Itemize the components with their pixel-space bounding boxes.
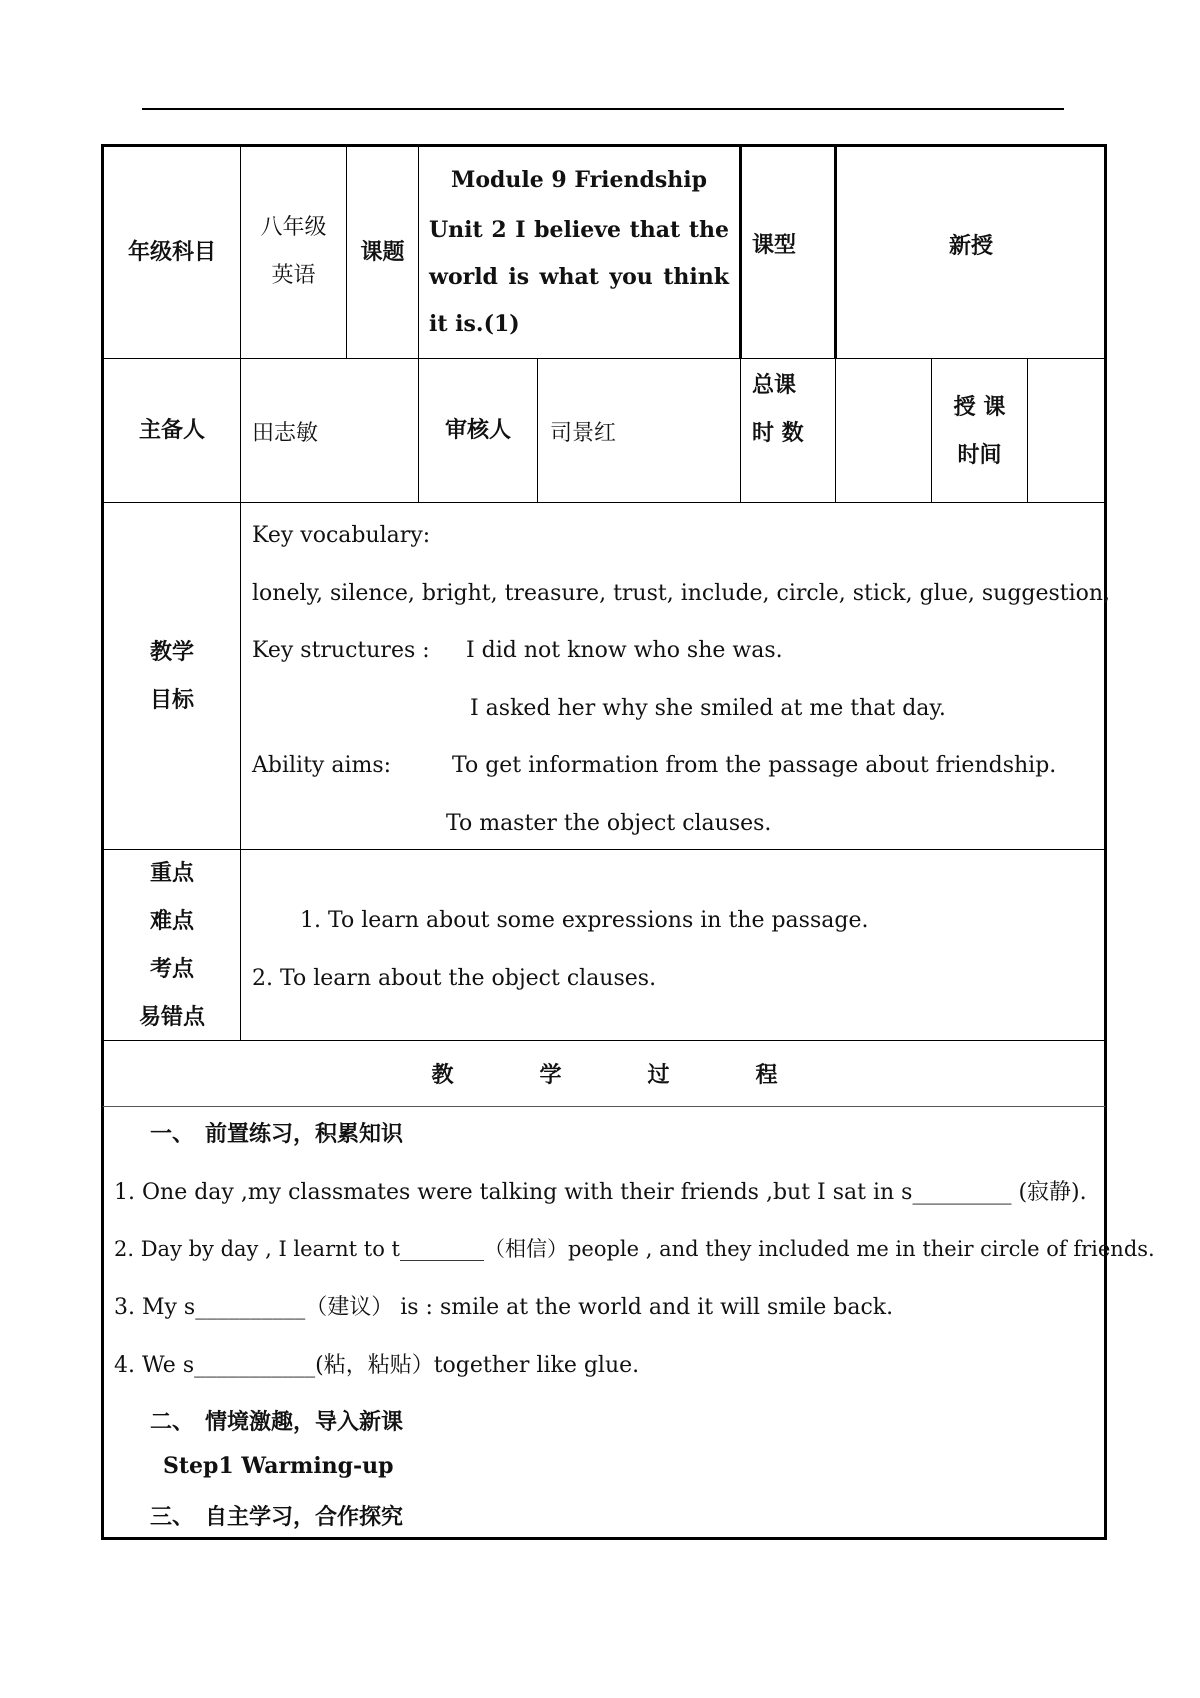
key-structure-2: I asked her why she smiled at me that day.	[470, 696, 946, 721]
ability-label: Ability aims:	[252, 753, 392, 778]
objectives-label	[104, 503, 240, 849]
section-3-title: 三、 自主学习，合作探究	[150, 1504, 404, 1530]
col-divider	[739, 146, 742, 358]
process-heading	[104, 1041, 1105, 1106]
grade-subject-label: 年级科目	[127, 238, 216, 265]
key-points-label-1: 重点	[149, 860, 194, 886]
process-heading-char: 程	[755, 1062, 778, 1088]
ability-aim-1: To get information from the passage about friendship.	[452, 753, 1057, 778]
exercise-4: 4. We s___________(粘，粘贴）together like glue.	[114, 1353, 640, 1378]
teaching-time-label	[932, 359, 1027, 502]
row-divider	[103, 1106, 1105, 1107]
objectives-label-2: 目标	[149, 687, 194, 713]
section-1-title: 一、 前置练习，积累知识	[150, 1121, 404, 1147]
key-points-label	[104, 850, 240, 1040]
reviewer-label: 审核人	[444, 417, 511, 444]
exercise-2: 2. Day by day , I learnt to t________（相信）people , and they included me in their circle of friends.	[114, 1237, 1155, 1261]
teaching-time-label-2: 时间	[957, 441, 1002, 468]
ability-aim-2: To master the object clauses.	[446, 811, 772, 836]
section-2-title: 二、 情境激趣，导入新课	[150, 1409, 404, 1435]
preparer-label: 主备人	[138, 417, 205, 444]
total-hours-label-2: 时 数	[752, 420, 804, 446]
module-title: Module 9 Friendship	[450, 167, 708, 193]
preparer-value: 田志敏	[252, 421, 319, 446]
key-vocab-heading: Key vocabulary:	[252, 523, 431, 548]
row-divider	[103, 502, 1105, 503]
total-hours-label-1: 总课	[752, 372, 797, 398]
unit-title: Unit 2 I believe that the world is what you think it is.(1)	[429, 217, 729, 337]
key-vocab-list: lonely, silence, bright, treasure, trust, include, circle, stick, glue, suggestion,	[252, 581, 1111, 606]
key-points-label-3: 考点	[149, 956, 194, 982]
subject-value: 英语	[271, 263, 316, 288]
row-divider	[103, 849, 1105, 850]
header-rule	[142, 108, 1064, 110]
step-1-title: Step1 Warming-up	[163, 1453, 394, 1479]
key-points-label-2: 难点	[149, 908, 194, 934]
reviewer-value: 司景红	[550, 421, 617, 446]
exercise-1: 1. One day ,my classmates were talking with their friends ,but I sat in s_________ (寂静).	[114, 1180, 1087, 1205]
teaching-time-value	[1028, 359, 1105, 502]
col-divider	[740, 358, 741, 502]
process-heading-char: 教	[431, 1062, 454, 1088]
process-heading-char: 学	[539, 1062, 562, 1088]
key-structures-label: Key structures :	[252, 638, 430, 663]
grade-subject-value	[241, 146, 346, 358]
grade-value: 八年级	[260, 215, 327, 240]
key-point-2: 2. To learn about the object clauses.	[252, 966, 657, 991]
lesson-type-value: 新授	[948, 232, 993, 259]
teaching-time-label-1: 授 课	[953, 393, 1006, 420]
key-point-1: 1. To learn about some expressions in the passage.	[300, 908, 869, 933]
total-hours-value	[836, 359, 931, 502]
topic-label: 课题	[360, 238, 405, 265]
key-points-label-4: 易错点	[138, 1004, 205, 1030]
col-divider	[537, 358, 538, 502]
exercise-3: 3. My s__________（建议） is : smile at the world and it will smile back.	[114, 1295, 894, 1320]
topic-value	[419, 146, 739, 358]
lesson-type-label: 课型	[752, 232, 797, 258]
process-heading-char: 过	[647, 1062, 670, 1088]
objectives-label-1: 教学	[149, 639, 194, 665]
key-structure-1: I did not know who she was.	[466, 638, 783, 663]
